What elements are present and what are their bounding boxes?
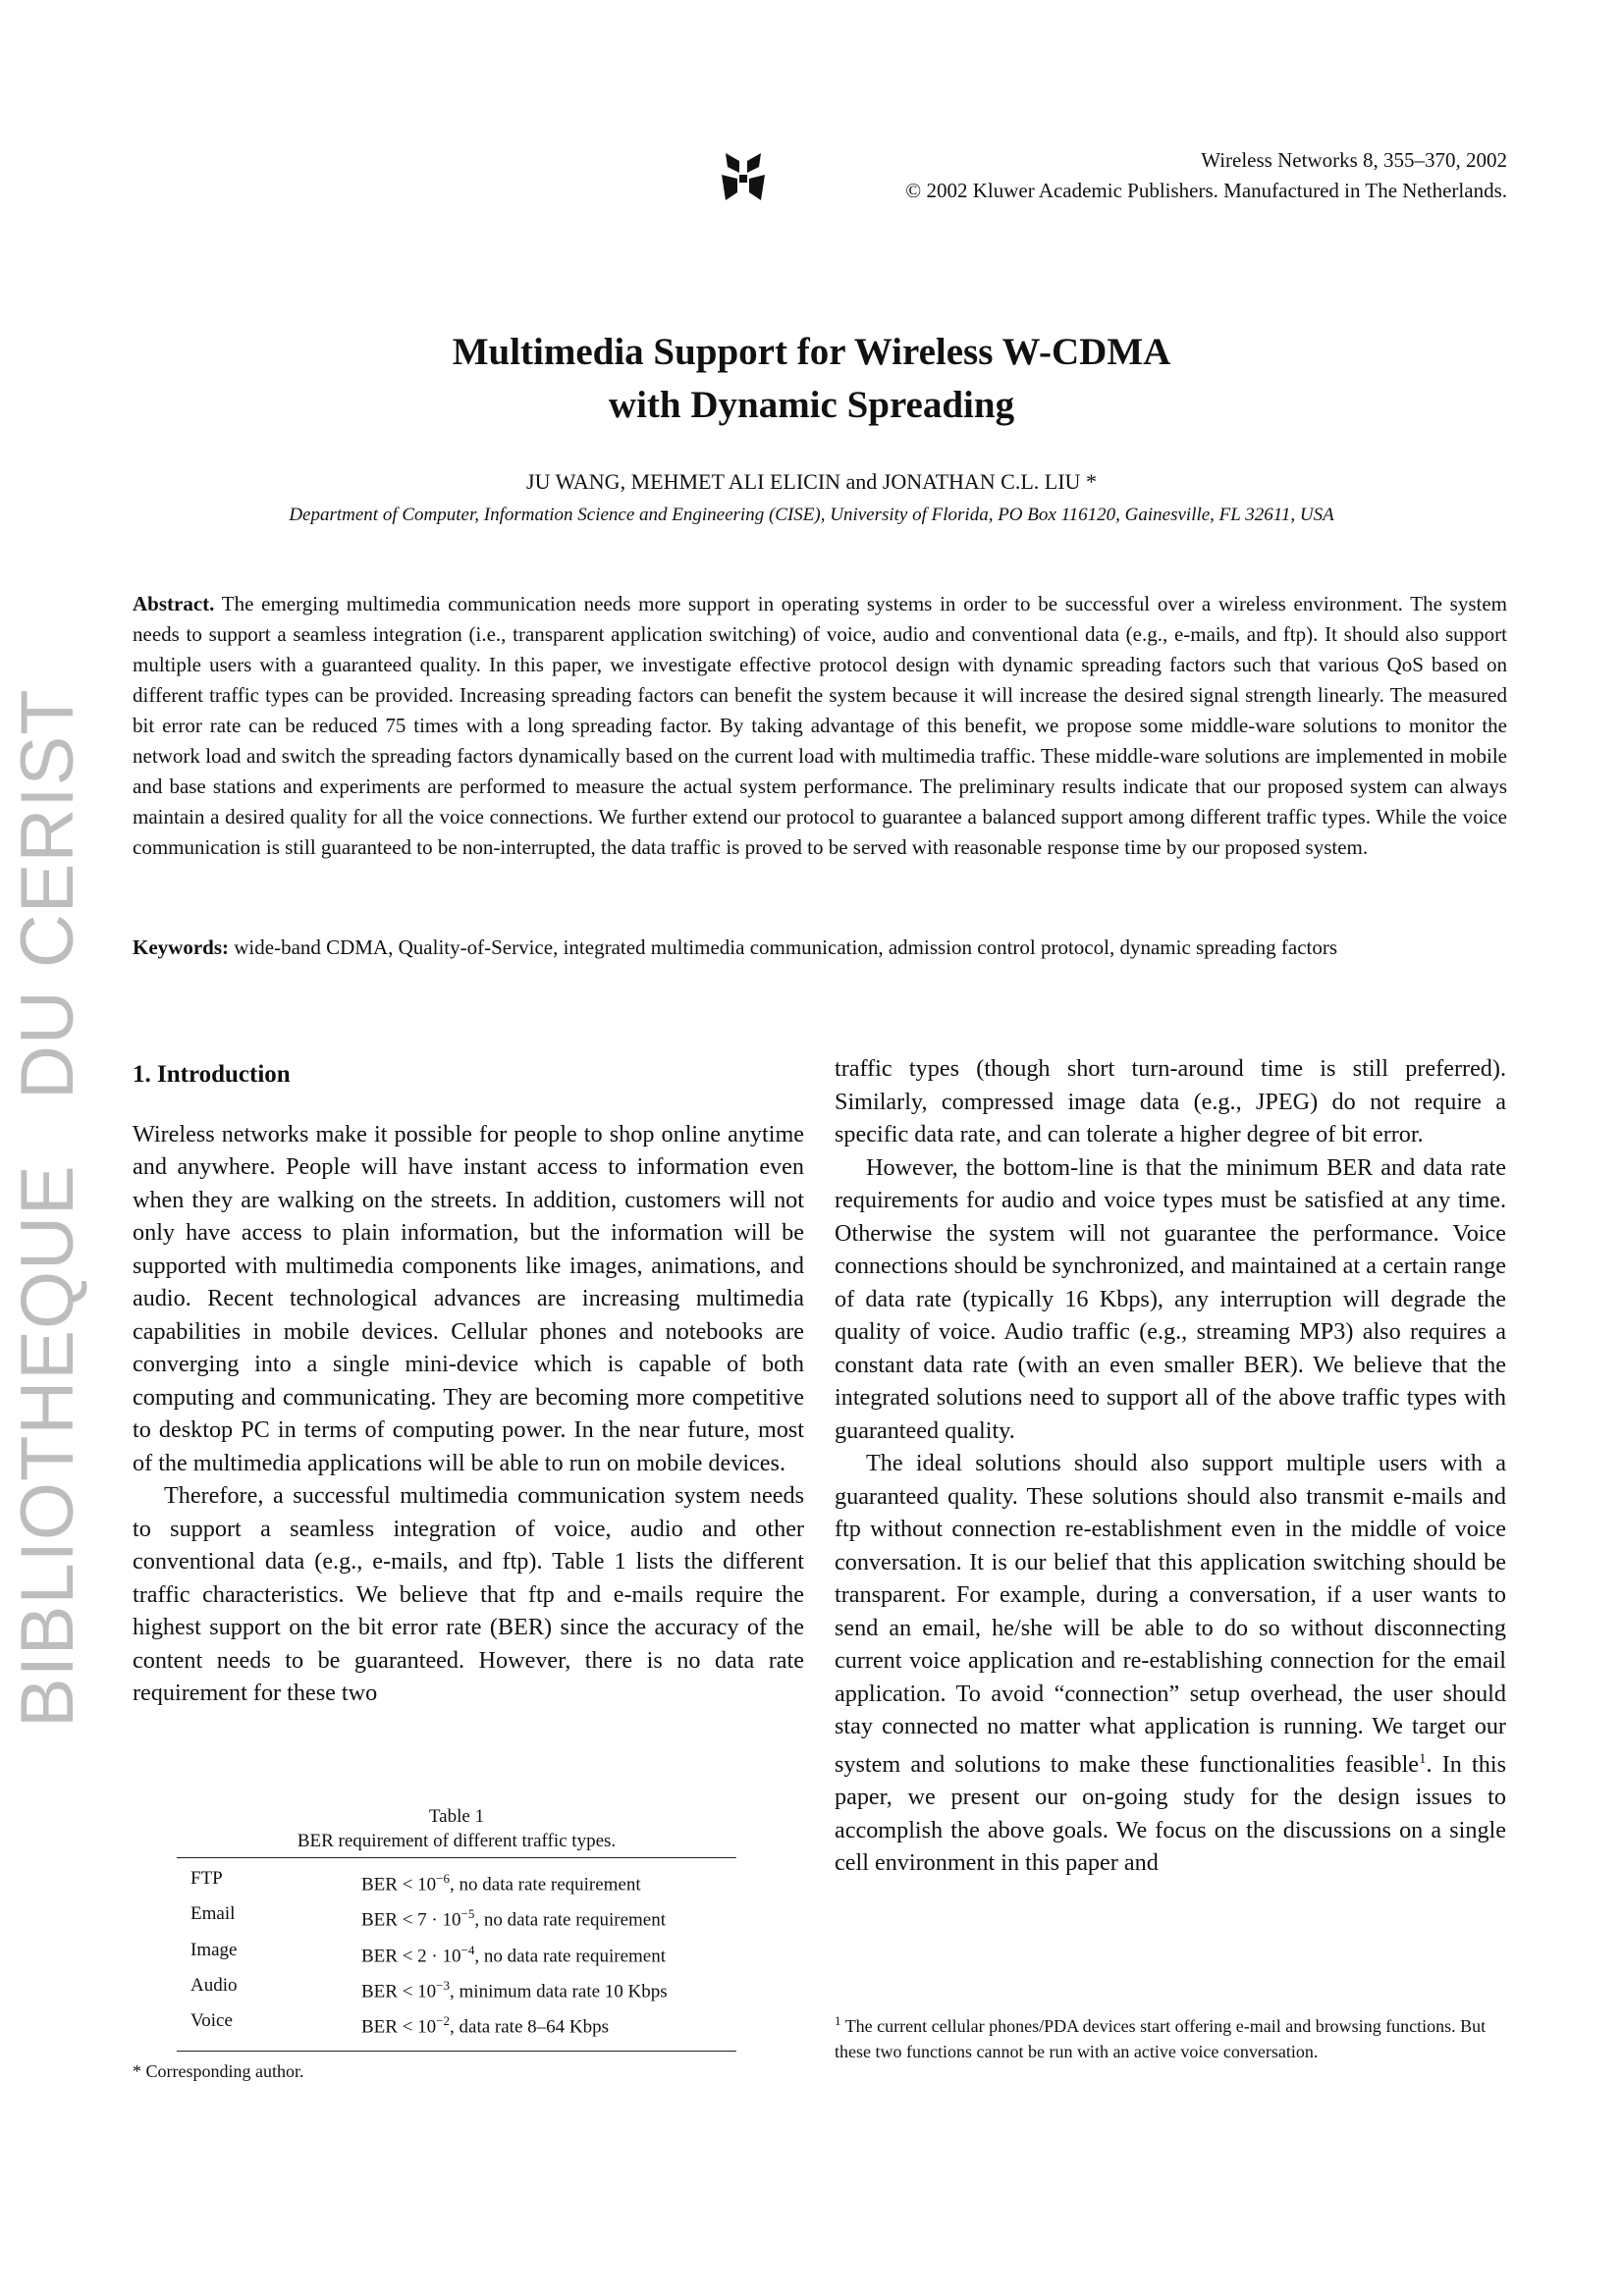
table-caption-text: BER requirement of different traffic types. bbox=[297, 1831, 617, 1851]
requirement-cell bbox=[361, 1899, 725, 1935]
corresponding-author-note: * Corresponding author. bbox=[133, 2061, 304, 2081]
abstract-label: Abstract. bbox=[133, 592, 215, 615]
intro-paragraph-5 bbox=[835, 1447, 1506, 1880]
intro-paragraph-3: traffic types (though short turn-around time is still preferred). Similarly, compressed image data (e.g., JPEG) do not require a specific data rate, and can tolerate a higher degree of bit error. bbox=[835, 1055, 1506, 1148]
author-list: JU WANG, MEHMET ALI ELICIN and JONATHAN C.L. LIU * bbox=[526, 469, 1097, 494]
journal-citation: Wireless Networks 8, 355–370, 2002 bbox=[1201, 148, 1507, 172]
ber-bound: BER < 10 bbox=[361, 1981, 437, 2002]
library-watermark bbox=[4, 550, 92, 1728]
publisher-logo-icon bbox=[718, 149, 769, 204]
footnote-ref-1[interactable]: 1 bbox=[1419, 1750, 1427, 1767]
ber-exponent: −5 bbox=[460, 1906, 475, 1922]
right-column bbox=[835, 1052, 1506, 1880]
keywords-text: wide-band CDMA, Quality-of-Service, integrated multimedia communication, admission control protocol, dynamic spreading factors bbox=[234, 935, 1338, 959]
intro-paragraph-2: Therefore, a successful multimedia communication system needs to support a seamless integration of voice, audio and other conventional data (e.g., e-mails, and ftp). Table 1 lists the different traffic characteristics. We believe that ftp and e-mails require the highest support on the bit error rate (BER) since the accuracy of the content needs to be guaranteed. However, there is no data rate requirement for these two bbox=[133, 1482, 804, 1706]
traffic-type-cell: Image bbox=[190, 1939, 238, 1960]
affiliation: Department of Computer, Information Science and Engineering (CISE), University of Florida, PO Box 116120, Gainesville, FL 32611, USA bbox=[289, 505, 1334, 525]
data-rate-requirement: , no data rate requirement bbox=[450, 1874, 641, 1896]
table-row bbox=[190, 2006, 725, 2042]
ber-bound: BER < 10 bbox=[361, 1874, 437, 1896]
data-rate-requirement: , no data rate requirement bbox=[474, 1909, 667, 1931]
paper-title bbox=[0, 326, 1623, 432]
table-row bbox=[190, 1899, 725, 1935]
data-rate-requirement: , minimum data rate 10 Kbps bbox=[450, 1981, 668, 2002]
requirement-cell bbox=[361, 1971, 725, 2006]
table-body bbox=[177, 1858, 736, 2047]
ber-bound: BER < 10 bbox=[361, 2016, 437, 2038]
watermark-text: BIBLIOTHEQUE DU CERIST bbox=[6, 688, 89, 1728]
section-heading-introduction: 1. Introduction bbox=[133, 1061, 291, 1088]
table-bottom-rule bbox=[177, 2051, 736, 2052]
intro-paragraph-1: Wireless networks make it possible for people to shop online anytime and anywhere. People will have instant access to information even when they are walking on the streets. In addition, customers will not only have access to plain information, but the information will be supported with multimedia components like images, animations, and audio. Recent technological advances are increasing multimedia capabilities in mobile devices. Cellular phones and notebooks are converging into a single mini-device which is capable of both computing and communicating. They are becoming more competitive to desktop PC in terms of computing power. In the near future, most of the multimedia applications will be able to run on mobile devices. bbox=[133, 1120, 804, 1476]
traffic-type-cell: FTP bbox=[190, 1868, 223, 1889]
requirement-cell bbox=[361, 1864, 725, 1899]
title-line-1: Multimedia Support for Wireless W-CDMA bbox=[452, 331, 1171, 373]
traffic-type-cell: Voice bbox=[190, 2010, 233, 2032]
keywords-label: Keywords: bbox=[133, 935, 229, 959]
footnote-1 bbox=[835, 2008, 1506, 2064]
table-row bbox=[190, 1936, 725, 1971]
intro-paragraph-4: However, the bottom-line is that the minimum BER and data rate requirements for audio and voice types must be satisfied at any time. Otherwise the system will not guarantee the performance. Voice connections should be synchronized, and maintained at a certain range of data rate (typically 16 Kbps), any interruption will degrade the quality of voice. Audio traffic (e.g., streaming MP3) also requires a constant data rate (with an even smaller BER). We believe that the integrated solutions need to support all of the above traffic types with guaranteed quality. bbox=[835, 1153, 1506, 1444]
ber-bound: BER < 7 · 10 bbox=[361, 1909, 461, 1931]
ber-exponent: −4 bbox=[460, 1942, 475, 1957]
requirement-cell bbox=[361, 1936, 725, 1971]
journal-header bbox=[905, 145, 1507, 206]
ber-exponent: −6 bbox=[436, 1871, 451, 1886]
copyright-line: © 2002 Kluwer Academic Publishers. Manufactured in The Netherlands. bbox=[905, 179, 1507, 202]
footnote-1-text: The current cellular phones/PDA devices start offering e-mail and browsing functions. But these two functions cannot be run with an active voice conversation. bbox=[835, 2016, 1487, 2061]
ber-exponent: −2 bbox=[436, 2013, 451, 2029]
intro-paragraph-5-part-b: . In this paper, we present our on-going study for the design issues to accomplish the above goals. We focus on the discussions on a single cell environment in this paper and bbox=[835, 1750, 1506, 1877]
footnote-1-number: 1 bbox=[835, 2013, 841, 2028]
data-rate-requirement: , no data rate requirement bbox=[474, 1945, 667, 1966]
intro-paragraph-5-part-a: The ideal solutions should also support multiple users with a guaranteed quality. These solutions should also transmit e-mails and ftp without connection re-establishment even in the middle of voice conversation. It is our belief that this application switching should be transparent. For example, during a conversation, if a user wants to send an email, he/she will be able to do so without disconnecting current voice application and re-establishing connection for the email application. To avoid “connection” setup overhead, the user should stay connected no matter what application is running. We target our system and solutions to make these functionalities feasible bbox=[835, 1450, 1506, 1778]
table-caption-title: Table 1 bbox=[428, 1806, 485, 1827]
traffic-type-cell: Audio bbox=[190, 1974, 238, 1996]
table-row bbox=[190, 1971, 725, 2006]
left-column bbox=[133, 1050, 804, 1710]
requirement-cell bbox=[361, 2006, 725, 2042]
ber-exponent: −3 bbox=[436, 1977, 451, 1993]
data-rate-requirement: , data rate 8–64 Kbps bbox=[450, 2016, 609, 2038]
ber-bound: BER < 2 · 10 bbox=[361, 1945, 461, 1966]
title-line-2: with Dynamic Spreading bbox=[608, 384, 1015, 426]
keywords bbox=[133, 933, 1507, 963]
abstract bbox=[133, 589, 1507, 863]
table-row bbox=[190, 1864, 725, 1899]
table-1 bbox=[177, 1804, 736, 2052]
abstract-text: The emerging multimedia communication needs more support in operating systems in order to be successful over a wireless environment. The system needs to support a seamless integration (i.e., transparent application switching) of voice, audio and conventional data (e.g., e-mails, and ftp). It should also support multiple users with a guaranteed quality. In this paper, we investigate effective protocol design with dynamic spreading factors such that various QoS based on different traffic types can be provided. Increasing spreading factors can benefit the system because it will increase the desired signal strength linearly. The measured bit error rate can be reduced 75 times with a long spreading factor. By taking advantage of this benefit, we propose some middle-ware solutions to monitor the network load and switch the spreading factors dynamically based on the current load with multimedia traffic. These middle-ware solutions are implemented in mobile and base stations and experiments are performed to measure the actual system performance. The preliminary results indicate that our proposed system can always maintain a desired quality for all the voice connections. We further extend our protocol to guarantee a balanced support among different traffic types. While the voice communication is still guaranteed to be non-interrupted, the data traffic is proved to be served with reasonable response time by our proposed system. bbox=[133, 592, 1507, 859]
traffic-type-cell: Email bbox=[190, 1903, 236, 1925]
